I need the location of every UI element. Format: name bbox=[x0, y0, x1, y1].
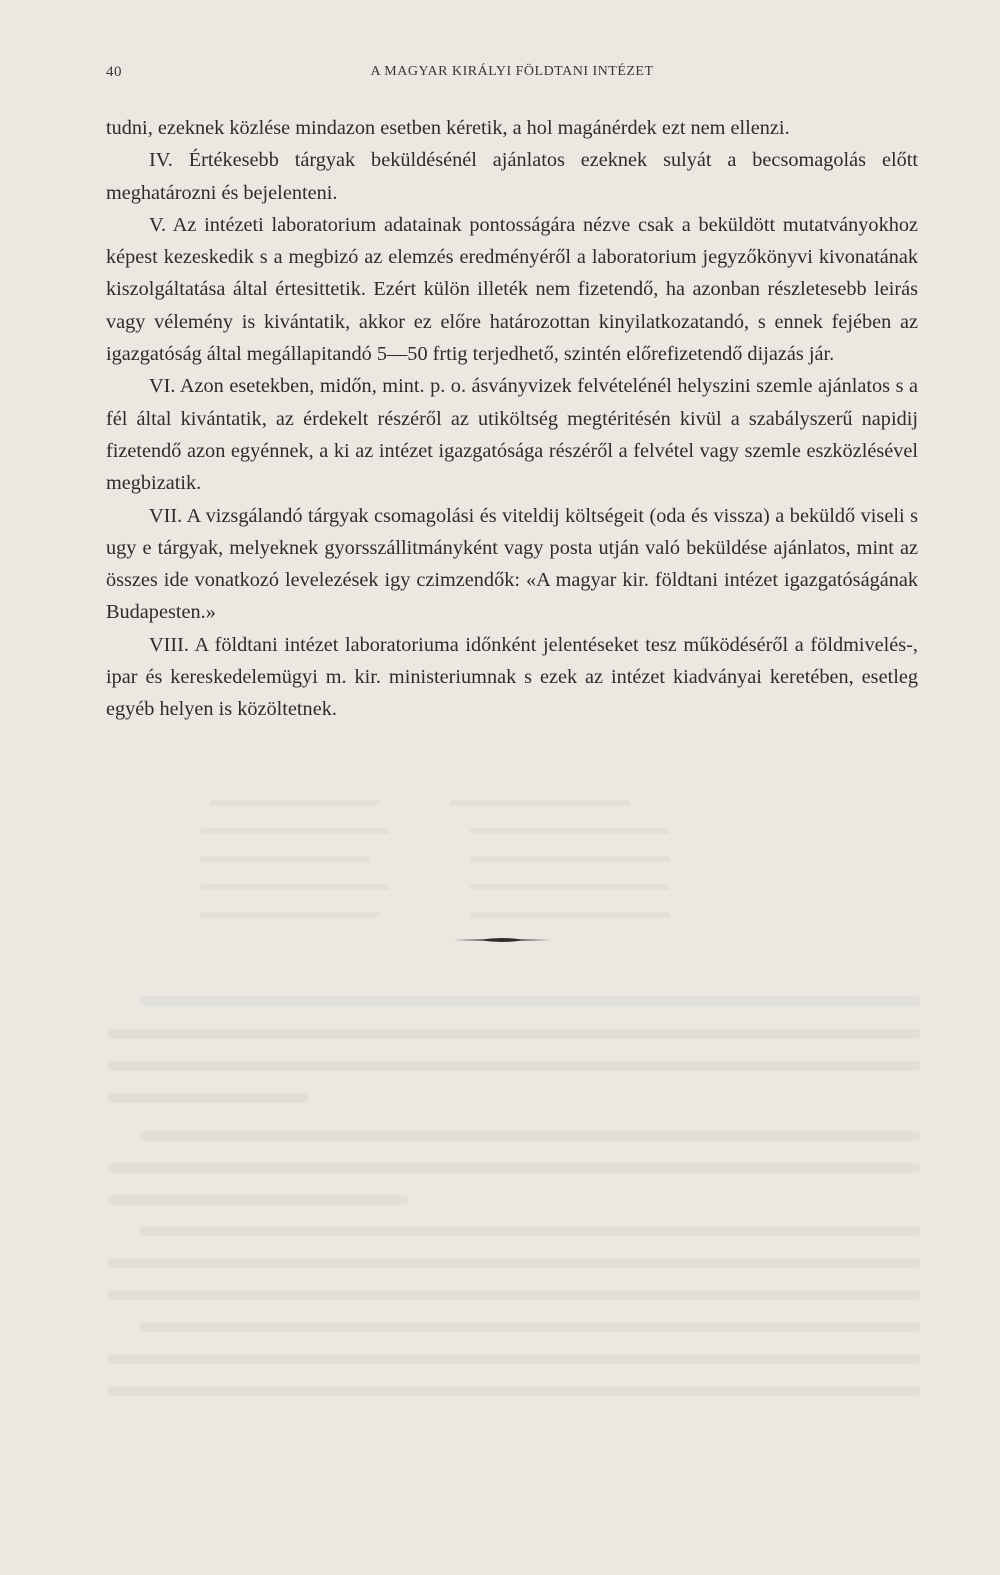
paragraph-iv: IV. Értékesebb tárgyak beküldésénél ajánlatos ezeknek sulyát a becsomagolás előtt meghatározni és bejelenteni. bbox=[106, 149, 918, 204]
paragraph-vii: VII. A vizsgálandó tárgyak csomagolási és viteldij költségeit (oda és vissza) a beküldő viseli s ugy e tárgyak, melyeknek gyorsszállitmányként vagy posta utján való beküldése ajánlatos, mint az összes ide vonatkozó levelezések igy czimzendők: «A magyar kir. földtani intézet igazgatóságának Budapesten.» bbox=[106, 504, 918, 624]
page-header bbox=[106, 64, 918, 90]
paragraph-continuation: tudni, ezeknek közlése mindazon esetben kéretik, a hol magánérdek ezt nem ellenzi. bbox=[106, 117, 790, 139]
paragraph-vi: VI. Azon esetekben, midőn, mint. p. o. ásványvizek felvételénél helyszini szemle ajánlatos s a fél által kivántatik, az érdekelt részéről az utiköltség megtéritésén kivül a szabályszerű napidij fizetendő azon egyénnek, a ki az intézet igazgatósága részéről a felvétel vagy szemle eszközlésével megbizatik. bbox=[106, 375, 918, 495]
paragraph-viii: VIII. A földtani intézet laboratoriuma időnként jelentéseket tesz működéséről a földmivelés-, ipar és kereskedelemügyi m. kir. ministeriumnak s ezek az intézet kiadványai keretében, esetleg egyéb helyen is közöltetnek. bbox=[106, 633, 918, 721]
running-head: A MAGYAR KIRÁLYI FÖLDTANI INTÉZET bbox=[370, 64, 654, 79]
paragraph-v: V. Az intézeti laboratorium adatainak pontosságára nézve csak a beküldött mutatványokhoz képest kezeskedik s a megbizó az elemzés eredményéről a laboratorium jegyzőkönyvi kivonatának kiszolgáltatása által értesittetik. Ezért külön illeték nem fizetendő, ha azonban részletesebb leirás vagy vélemény is kivántatik, akkor ez előre határozottan kinyilatkozatandó, s ennek fejében az igazgatóság által megállapitandó 5—50 frtig terjedhető, szintén előrefizetendő dijazás jár. bbox=[106, 213, 918, 366]
page-number: 40 bbox=[106, 64, 122, 80]
body-text bbox=[106, 112, 918, 726]
section-end-rule bbox=[453, 935, 551, 945]
